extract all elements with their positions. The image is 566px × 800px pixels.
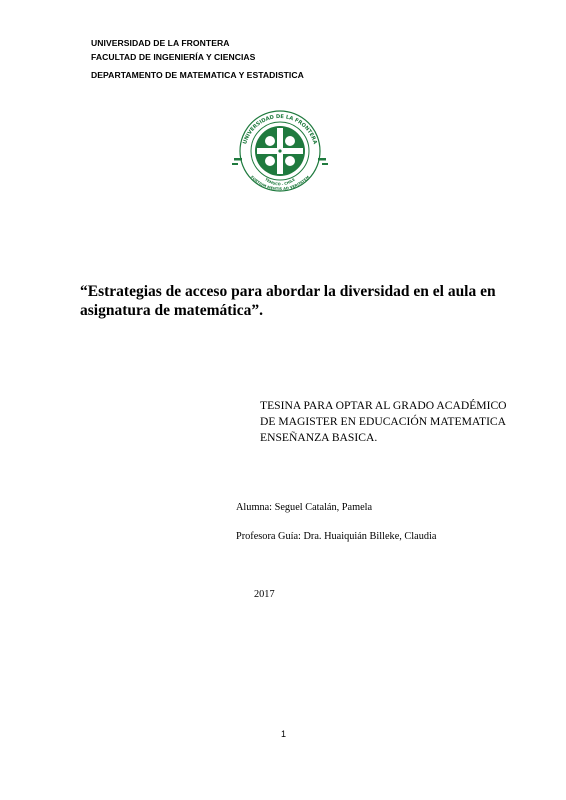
- thesis-title: [80, 282, 520, 320]
- svg-text:TEMUCO - CHILE: [264, 177, 296, 186]
- page-number: 1: [281, 729, 287, 739]
- thesis-title-line-1: “Estrategias de acceso para abordar la diversidad en el aula en: [80, 283, 496, 300]
- advisor-name: Profesora Guía: Dra. Huaiquián Billeke, Claudia: [236, 531, 437, 542]
- logo-motto-text: FORTIUM MENTIS AD VERITATEM: [249, 175, 311, 192]
- degree-statement-line-3: ENSEÑANZA BASICA.: [260, 431, 378, 444]
- logo-city-text: TEMUCO - CHILE: [264, 177, 296, 187]
- degree-statement-line-1: TESINA PARA OPTAR AL GRADO ACADÉMICO: [260, 399, 507, 412]
- thesis-title-line-2: asignatura de matemática”.: [80, 302, 263, 319]
- degree-statement: [260, 398, 550, 446]
- department-name: DEPARTAMENTO DE MATEMATICA Y ESTADISTICA: [91, 70, 304, 80]
- university-name: UNIVERSIDAD DE LA FRONTERA: [91, 38, 230, 48]
- logo-top-text: UNIVERSIDAD DE LA FRONTERA: [242, 113, 318, 146]
- university-seal-logo: [229, 103, 331, 199]
- student-name: Alumna: Seguel Catalán, Pamela: [236, 502, 373, 513]
- faculty-name: FACULTAD DE INGENIERÍA Y CIENCIAS: [91, 52, 256, 62]
- year: 2017: [254, 589, 275, 600]
- degree-statement-line-2: DE MAGISTER EN EDUCACIÓN MATEMATICA: [260, 415, 507, 428]
